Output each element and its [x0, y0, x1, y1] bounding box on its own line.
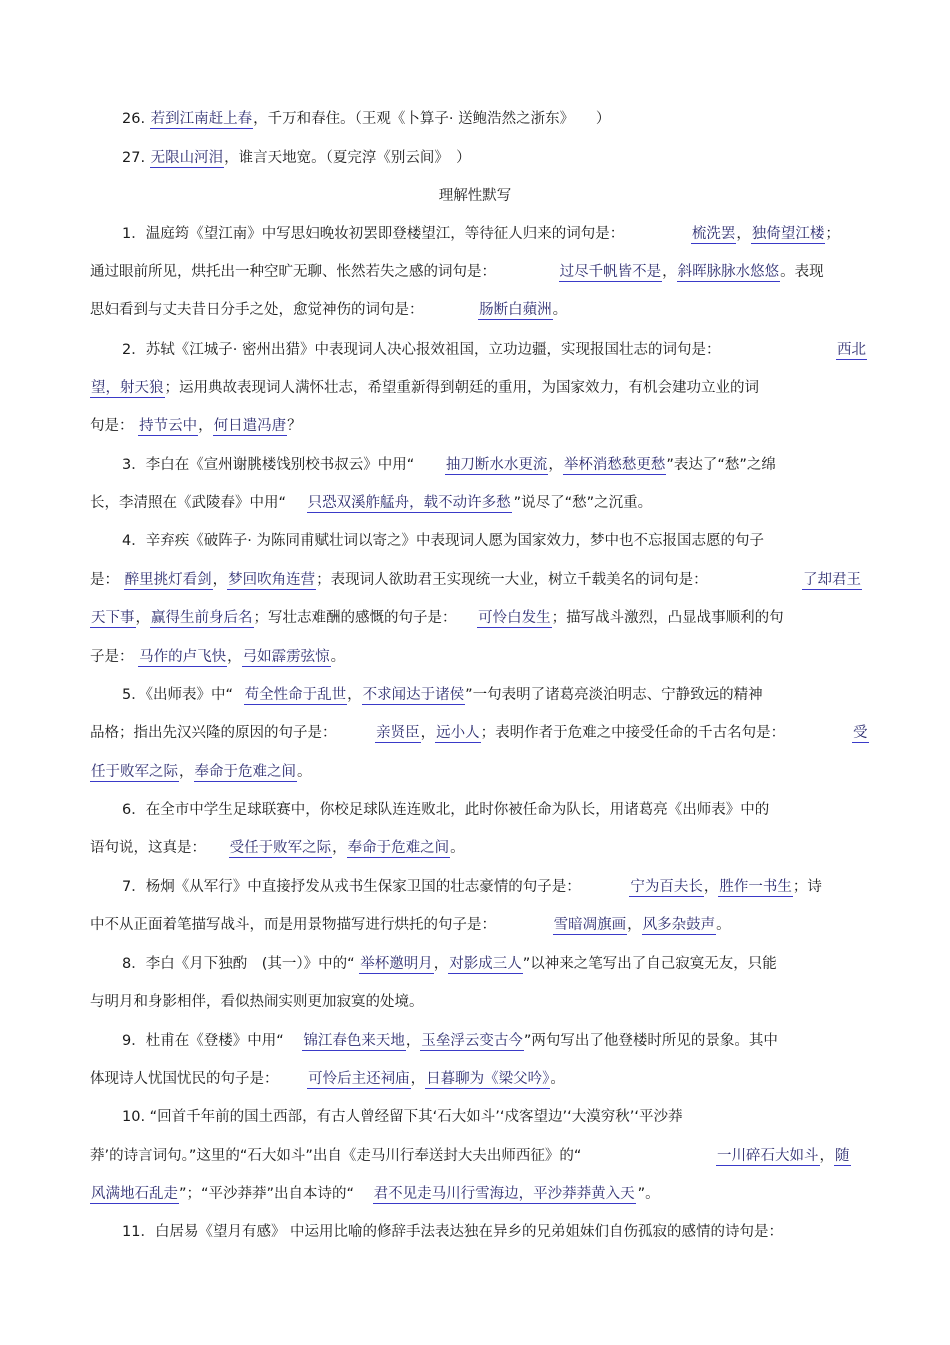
q4-line-1 [122, 531, 764, 551]
line-text: 8．李白《月下独酌 (其一）》中的“ [122, 956, 355, 972]
sep: 。表现 [780, 264, 824, 280]
answer-blank: 远小人 [436, 725, 480, 741]
line-text: 中不从正面着笔描写战斗，而是用景物描写进行烘托的句子是： [90, 917, 496, 933]
answer-blank: 梳洗罢 [691, 226, 736, 242]
line-text: 子是： [90, 649, 134, 665]
q7-line-1 [122, 877, 822, 897]
line-text: ”以神来之笔写出了自己寂寞无友，只能 [522, 956, 777, 972]
sep: ， [548, 457, 563, 473]
q9-line-2 [90, 1069, 565, 1089]
answer-blank: 锦江春色来天地 [303, 1033, 405, 1049]
answer-blank: 斜晖脉脉水悠悠 [677, 264, 780, 280]
line-text: ，千万和春住。（王观《卜算子· 送鲍浩然之浙东》 ） [253, 111, 611, 127]
answer-blank: 只恐双溪舴艋舟，载不动许多愁 [307, 495, 511, 511]
item-26 [122, 109, 610, 129]
line-text: ；表现词人欲助君王实现统一大业，树立千载美名的词句是： [316, 572, 708, 588]
sep: ， [410, 1071, 426, 1087]
q5-line-1 [122, 685, 763, 705]
q3-line-2 [90, 493, 652, 513]
line-text: 品格；指出先汉兴隆的原因的句子是： [90, 725, 337, 741]
line-text: 10. “回首千年前的国土西部，有古人曾经留下其‘石大如斗’‘戍客望边’‘大漠穷秋’‘平沙莽 [122, 1109, 683, 1125]
q4-answer-start [802, 570, 862, 590]
line-text: 体现诗人忧国忧民的句子是： [90, 1071, 279, 1087]
sep: ； [825, 226, 840, 242]
answer-blank: 宁为百夫长 [630, 879, 703, 895]
answer-blank: 奉命于危难之间 [194, 764, 296, 780]
line-text: 9．杜甫在《登楼》中用“ [122, 1033, 284, 1049]
line-text: 6．在全市中学生足球联赛中，你校足球队连连败北，此时你被任命为队长，用诸葛亮《出师表》中的 [122, 802, 770, 818]
q6-line-2 [90, 838, 465, 858]
q4-line-2 [90, 570, 708, 590]
sep: 。 [716, 917, 731, 933]
q2-line-1 [122, 340, 720, 360]
line-text: 4．辛弃疾《破阵子· 为陈同甫赋壮词以寄之》中表现词人愿为国家效力，梦中也不忘报国志愿的句子 [122, 533, 764, 549]
q3-line-1 [122, 455, 776, 475]
q1-line-3 [90, 300, 567, 320]
sep: 。 [297, 764, 312, 780]
item-number: 26. [122, 111, 146, 127]
answer-blank: 一川碎石大如斗 [717, 1148, 819, 1164]
answer-blank: 风多杂鼓声 [642, 917, 716, 933]
q11-line-1 [122, 1222, 783, 1242]
q8-line-1 [122, 954, 777, 974]
q5-answer-start [852, 723, 869, 743]
line-text: 3．李白在《宣州谢朓楼饯别校书叔云》中用“ [122, 457, 415, 473]
q2-line-3 [90, 416, 302, 436]
answer-blank: 无限山河泪 [150, 150, 224, 166]
line-text: 5．《出师表》中“ [122, 687, 233, 703]
line-text: ”两句写出了他登楼时所见的景象。其中 [523, 1033, 778, 1049]
sep: ”表达了“愁”之绵 [666, 457, 776, 473]
q9-line-1 [122, 1031, 778, 1051]
line-text: ”一句表明了诸葛亮淡泊明志、宁静致远的精神 [465, 687, 763, 703]
line-text: 7．杨炯《从军行》中直接抒发从戎书生保家卫国的壮志豪情的句子是： [122, 879, 581, 895]
q2-answer-start [836, 340, 867, 360]
answer-blank: 赢得生前身后名 [151, 610, 253, 626]
sep: ”说尽了“愁”之沉重。 [513, 495, 653, 511]
line-text: 1．温庭筠《望江南》中写思妇晚妆初罢即登楼望江，等待征人归来的词句是： [122, 226, 625, 242]
answer-blank: 亲贤臣 [376, 725, 420, 741]
sep: ， [703, 879, 719, 895]
sep: 。 [330, 649, 346, 665]
sep: ， [179, 764, 194, 780]
q1-line-2 [90, 262, 824, 282]
sep: ， [332, 840, 347, 856]
sep: 。 [552, 302, 568, 318]
answer-blank: 举杯邀明月 [360, 956, 433, 972]
line-text: ；描写战斗激烈，凸显战事顺利的句 [551, 610, 784, 626]
answer-blank: 抽刀断水水更流 [445, 457, 548, 473]
sep: ， [135, 610, 150, 626]
q5-line-2 [90, 723, 785, 743]
section-heading: 理解性默写 [438, 188, 512, 204]
answer-blank: 马作的卢飞快 [139, 649, 227, 665]
q10-line-1 [122, 1107, 682, 1127]
answer-blank: 过尽千帆皆不是 [559, 264, 662, 280]
sep: ”。 [637, 1186, 660, 1202]
q10-line-2 [90, 1146, 581, 1166]
answer-blank: 苟全性命于乱世 [244, 687, 347, 703]
sep: ， [212, 572, 228, 588]
answer-blank: 肠断白蘋洲 [479, 302, 552, 318]
answer-blank: 西北 [837, 342, 866, 358]
q2-line-2 [90, 378, 759, 398]
answer-blank: 何日遣冯唐 [213, 418, 287, 434]
sep: ， [627, 917, 642, 933]
sep: ， [198, 418, 213, 434]
answer-blank: 不求闻达于诸侯 [362, 687, 465, 703]
answer-blank: 日暮聊为《梁父吟》 [426, 1071, 550, 1087]
sep: ， [819, 1148, 834, 1164]
answer-blank: 风满地石乱走 [91, 1186, 178, 1202]
sep: ， [433, 956, 449, 972]
answer-blank: 君不见走马川行雪海边，平沙莽莽黄入天 [373, 1186, 635, 1202]
line-text: ，谁言天地宽。（夏完淳《别云间》 ） [224, 150, 471, 166]
q4-line-4 [90, 647, 345, 667]
q8-line-2 [90, 992, 424, 1012]
answer-blank: 弓如霹雳弦惊 [242, 649, 330, 665]
answer-blank: 了却君王 [803, 572, 861, 588]
line-text: ”；“平沙莽莽”出自本诗的“ [179, 1186, 355, 1202]
answer-blank: 雪暗凋旗画 [553, 917, 627, 933]
line-text: 2．苏轼《江城子· 密州出猎》中表现词人决心报效祖国，立功边疆，实现报国壮志的词句是： [122, 342, 721, 358]
q1-line-1 [122, 224, 840, 244]
line-text: 通过眼前所见，烘托出一种空旷无聊、怅然若失之感的词句是： [90, 264, 496, 280]
line-text: ；写壮志难酬的感慨的句子是： [253, 610, 457, 626]
sep: ？ [287, 418, 302, 434]
line-text: 11．白居易《望月有感》 中运用比喻的修辞手法表达独在异乡的兄弟姐妹们自伤孤寂的感情的诗句是： [122, 1224, 784, 1240]
sep: ， [347, 687, 362, 703]
answer-blank: 受任于败军之际 [229, 840, 332, 856]
answer-blank: 任于败军之际 [91, 764, 178, 780]
q10-answers [716, 1146, 851, 1166]
line-text: ；运用典故表现词人满怀壮志，希望重新得到朝廷的重用，为国家效力，有机会建功立业的词 [164, 380, 759, 396]
answer-blank: 望，射天狼 [91, 380, 164, 396]
answer-blank: 受 [853, 725, 868, 741]
answer-blank: 玉垒浮云变古今 [421, 1033, 523, 1049]
sep: ， [405, 1033, 421, 1049]
sep: ， [227, 649, 242, 665]
line-text: ；表明作者于危难之中接受任命的千古名句是： [480, 725, 786, 741]
answer-blank: 可怜后主还祠庙 [308, 1071, 410, 1087]
line-text: 语句说，这真是： [90, 840, 206, 856]
line-text: 句是： [90, 418, 134, 434]
answer-blank: 随 [835, 1148, 850, 1164]
answer-blank: 奉命于危难之间 [347, 840, 450, 856]
answer-blank: 胜作一书生 [719, 879, 792, 895]
q10-line-3 [90, 1184, 660, 1204]
answer-blank: 若到江南赶上春 [150, 111, 253, 127]
line-text: 长，李清照在《武陵春》中用“ [90, 495, 287, 511]
sep: ， [420, 725, 436, 741]
answer-blank: 举杯消愁愁更愁 [563, 457, 666, 473]
line-text: 与明月和身影相伴，看似热闹实则更加寂寞的处境。 [90, 994, 424, 1010]
answer-blank: 醉里挑灯看剑 [124, 572, 212, 588]
answer-blank: 持节云中 [139, 418, 198, 434]
sep: 。 [550, 1071, 565, 1087]
answer-blank: 对影成三人 [449, 956, 522, 972]
sep: 。 [450, 840, 465, 856]
line-text: 是： [90, 572, 119, 588]
sep: ， [662, 264, 677, 280]
item-27 [122, 148, 471, 168]
answer-blank: 天下事 [91, 610, 135, 626]
q5-line-3 [90, 762, 312, 782]
sep: ， [736, 226, 751, 242]
answer-blank: 可怜白发生 [478, 610, 551, 626]
q4-line-3 [90, 608, 784, 628]
answer-blank: 独倚望江楼 [751, 226, 825, 242]
q7-line-2 [90, 915, 731, 935]
item-number: 27. [122, 150, 146, 166]
sep: ；诗 [792, 879, 822, 895]
line-text: 莽’的诗言词句。”这里的“石大如斗”出自《走马川行奉送封大夫出师西征》的“ [90, 1148, 582, 1164]
answer-blank: 梦回吹角连营 [228, 572, 316, 588]
line-text: 思妇看到与丈夫昔日分手之处，愈觉神伤的词句是： [90, 302, 424, 318]
q6-line-1 [122, 800, 769, 820]
